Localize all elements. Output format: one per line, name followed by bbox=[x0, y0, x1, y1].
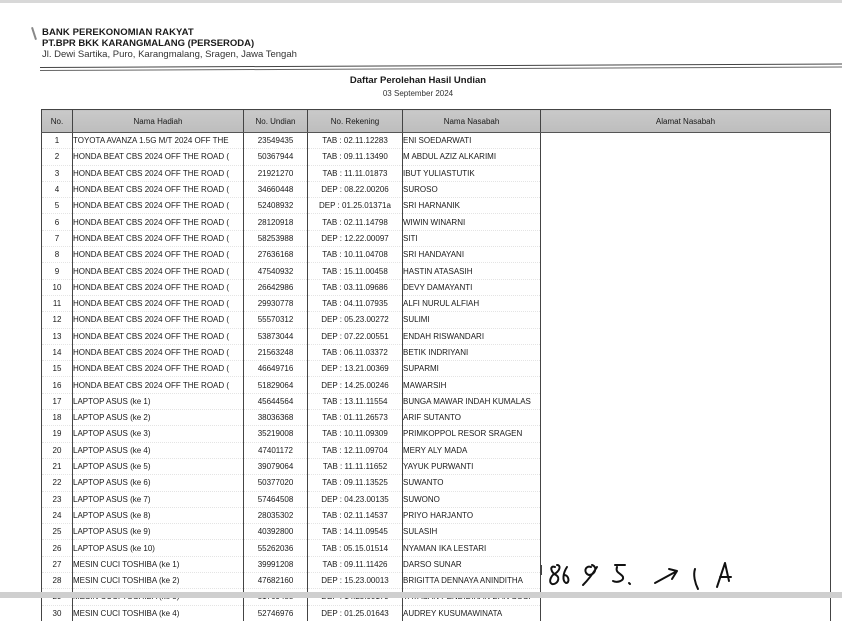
row-number: 20 bbox=[42, 442, 73, 458]
customer-address-column bbox=[541, 133, 831, 621]
customer-name: BRIGITTA DENNAYA ANINDITHA bbox=[403, 573, 541, 589]
draw-number: 34660448 bbox=[244, 181, 308, 197]
customer-name: IBUT YULIASTUTIK bbox=[403, 165, 541, 181]
account-number: TAB : 09.11.11426 bbox=[308, 556, 403, 572]
letterhead bbox=[42, 27, 297, 61]
account-number: TAB : 05.15.01514 bbox=[308, 540, 403, 556]
account-number: TAB : 11.11.11652 bbox=[308, 458, 403, 474]
prize-name: LAPTOP ASUS (ke 5) bbox=[73, 458, 244, 474]
row-number: 27 bbox=[42, 556, 73, 572]
row-number: 9 bbox=[42, 263, 73, 279]
prize-name: LAPTOP ASUS (ke 9) bbox=[73, 524, 244, 540]
row-number: 8 bbox=[42, 247, 73, 263]
prize-name: HONDA BEAT CBS 2024 OFF THE ROAD ( bbox=[73, 377, 244, 393]
prize-name: HONDA BEAT CBS 2024 OFF THE ROAD ( bbox=[73, 328, 244, 344]
draw-number: 47540932 bbox=[244, 263, 308, 279]
customer-name: SUPARMI bbox=[403, 361, 541, 377]
customer-name: SULIMI bbox=[403, 312, 541, 328]
draw-number: 40392800 bbox=[244, 524, 308, 540]
letterhead-address: Jl. Dewi Sartika, Puro, Karangmalang, Sragen, Jawa Tengah bbox=[42, 49, 297, 60]
customer-name: M ABDUL AZIZ ALKARIMI bbox=[403, 149, 541, 165]
initials-strokes bbox=[550, 563, 731, 589]
row-number: 30 bbox=[42, 605, 73, 621]
account-number: TAB : 02.11.14537 bbox=[308, 507, 403, 523]
account-number: TAB : 02.11.14798 bbox=[308, 214, 403, 230]
customer-name: MAWARSIH bbox=[403, 377, 541, 393]
draw-number: 46649716 bbox=[244, 361, 308, 377]
customer-name: DARSO SUNAR bbox=[403, 556, 541, 572]
account-number: DEP : 07.22.00551 bbox=[308, 328, 403, 344]
row-number: 4 bbox=[42, 181, 73, 197]
draw-number: 50367944 bbox=[244, 149, 308, 165]
draw-number: 58253988 bbox=[244, 230, 308, 246]
account-number: TAB : 01.11.26573 bbox=[308, 410, 403, 426]
customer-name: YAYUK PURWANTI bbox=[403, 458, 541, 474]
account-number: TAB : 02.11.12283 bbox=[308, 133, 403, 149]
draw-number: 29930778 bbox=[244, 295, 308, 311]
customer-name: WIWIN WINARNI bbox=[403, 214, 541, 230]
handwritten-initials bbox=[545, 553, 765, 593]
customer-name: PRIMKOPPOL RESOR SRAGEN bbox=[403, 426, 541, 442]
row-number: 25 bbox=[42, 524, 73, 540]
table-row bbox=[42, 133, 831, 149]
table-header-row bbox=[42, 110, 831, 133]
account-number: TAB : 09.11.13525 bbox=[308, 475, 403, 491]
prize-name: LAPTOP ASUS (ke 2) bbox=[73, 410, 244, 426]
draw-number: 28120918 bbox=[244, 214, 308, 230]
prize-name: LAPTOP ASUS (ke 8) bbox=[73, 507, 244, 523]
customer-name: SULASIH bbox=[403, 524, 541, 540]
prize-name: HONDA BEAT CBS 2024 OFF THE ROAD ( bbox=[73, 198, 244, 214]
prize-name: MESIN CUCI TOSHIBA (ke 2) bbox=[73, 573, 244, 589]
account-number: TAB : 10.11.09309 bbox=[308, 426, 403, 442]
account-number: DEP : 08.22.00206 bbox=[308, 181, 403, 197]
prize-name: HONDA BEAT CBS 2024 OFF THE ROAD ( bbox=[73, 361, 244, 377]
letterhead-company-name: PT.BPR BKK KARANGMALANG (PERSERODA) bbox=[42, 38, 255, 49]
draw-number: 55570312 bbox=[244, 312, 308, 328]
prize-name: LAPTOP ASUS (ke 3) bbox=[73, 426, 244, 442]
draw-number: 38036368 bbox=[244, 410, 308, 426]
row-number: 16 bbox=[42, 377, 73, 393]
prize-name: HONDA BEAT CBS 2024 OFF THE ROAD ( bbox=[73, 263, 244, 279]
row-number: 22 bbox=[42, 475, 73, 491]
account-number: TAB : 06.11.03372 bbox=[308, 344, 403, 360]
draw-number: 50377020 bbox=[244, 475, 308, 491]
row-number: 14 bbox=[42, 344, 73, 360]
account-number: TAB : 15.11.00458 bbox=[308, 263, 403, 279]
draw-number: 47401172 bbox=[244, 442, 308, 458]
prize-name: HONDA BEAT CBS 2024 OFF THE ROAD ( bbox=[73, 279, 244, 295]
prize-name: LAPTOP ASUS (ke 7) bbox=[73, 491, 244, 507]
account-number: DEP : 01.25.01371a bbox=[308, 198, 403, 214]
prize-name: HONDA BEAT CBS 2024 OFF THE ROAD ( bbox=[73, 149, 244, 165]
prize-name: HONDA BEAT CBS 2024 OFF THE ROAD ( bbox=[73, 214, 244, 230]
row-number: 11 bbox=[42, 295, 73, 311]
account-number: TAB : 13.11.11554 bbox=[308, 393, 403, 409]
prize-name: HONDA BEAT CBS 2024 OFF THE ROAD ( bbox=[73, 247, 244, 263]
letterhead-bank-type: BANK PEREKONOMIAN RAKYAT bbox=[42, 27, 194, 38]
account-number: TAB : 14.11.09545 bbox=[308, 524, 403, 540]
document-title: Daftar Perolehan Hasil Undian bbox=[349, 75, 487, 86]
scan-mark bbox=[31, 27, 37, 40]
document-date: 03 September 2024 bbox=[382, 89, 454, 98]
row-number: 15 bbox=[42, 361, 73, 377]
customer-name: HASTIN ATASASIH bbox=[403, 263, 541, 279]
row-number: 19 bbox=[42, 426, 73, 442]
customer-name: NYAMAN IKA LESTARI bbox=[403, 540, 541, 556]
customer-name: BETIK INDRIYANI bbox=[403, 344, 541, 360]
customer-name: SITI bbox=[403, 230, 541, 246]
row-number: 1 bbox=[42, 133, 73, 149]
prize-name: HONDA BEAT CBS 2024 OFF THE ROAD ( bbox=[73, 344, 244, 360]
page-edge-bottom bbox=[0, 592, 842, 598]
prize-name: HONDA BEAT CBS 2024 OFF THE ROAD ( bbox=[73, 230, 244, 246]
row-number: 10 bbox=[42, 279, 73, 295]
draw-number: 28035302 bbox=[244, 507, 308, 523]
row-number: 18 bbox=[42, 410, 73, 426]
customer-name: ENI SOEDARWATI bbox=[403, 133, 541, 149]
customer-name: PRIYO HARJANTO bbox=[403, 507, 541, 523]
row-number: 28 bbox=[42, 573, 73, 589]
row-number: 6 bbox=[42, 214, 73, 230]
column-header-prize: Nama Hadiah bbox=[73, 110, 244, 133]
draw-number: 21921270 bbox=[244, 165, 308, 181]
account-number: DEP : 05.23.00272 bbox=[308, 312, 403, 328]
draw-number: 21563248 bbox=[244, 344, 308, 360]
column-border-tail bbox=[541, 565, 542, 575]
account-number: DEP : 15.23.00013 bbox=[308, 573, 403, 589]
prize-name: HONDA BEAT CBS 2024 OFF THE ROAD ( bbox=[73, 165, 244, 181]
row-number: 2 bbox=[42, 149, 73, 165]
account-number: TAB : 10.11.04708 bbox=[308, 247, 403, 263]
customer-name: SUWONO bbox=[403, 491, 541, 507]
column-header-draw-number: No. Undian bbox=[244, 110, 308, 133]
prize-name: HONDA BEAT CBS 2024 OFF THE ROAD ( bbox=[73, 312, 244, 328]
draw-number: 35219008 bbox=[244, 426, 308, 442]
prize-name: LAPTOP ASUS (ke 10) bbox=[73, 540, 244, 556]
account-number: TAB : 12.11.09704 bbox=[308, 442, 403, 458]
prize-name: HONDA BEAT CBS 2024 OFF THE ROAD ( bbox=[73, 181, 244, 197]
customer-name: BUNGA MAWAR INDAH KUMALAS bbox=[403, 393, 541, 409]
account-number: DEP : 14.25.00246 bbox=[308, 377, 403, 393]
draw-number: 52746976 bbox=[244, 605, 308, 621]
account-number: TAB : 04.11.07935 bbox=[308, 295, 403, 311]
draw-number: 47682160 bbox=[244, 573, 308, 589]
customer-name: SRI HARNANIK bbox=[403, 198, 541, 214]
prize-name: TOYOTA AVANZA 1.5G M/T 2024 OFF THE bbox=[73, 133, 244, 149]
row-number: 3 bbox=[42, 165, 73, 181]
customer-name: SUWANTO bbox=[403, 475, 541, 491]
table-body bbox=[42, 133, 831, 621]
customer-name: MERY ALY MADA bbox=[403, 442, 541, 458]
draw-number: 57464508 bbox=[244, 491, 308, 507]
page-edge-top bbox=[0, 0, 842, 3]
account-number: TAB : 11.11.01873 bbox=[308, 165, 403, 181]
column-header-customer: Nama Nasabah bbox=[403, 110, 541, 133]
row-number: 12 bbox=[42, 312, 73, 328]
customer-name: ALFI NURUL ALFIAH bbox=[403, 295, 541, 311]
prize-name: MESIN CUCI TOSHIBA (ke 1) bbox=[73, 556, 244, 572]
row-number: 24 bbox=[42, 507, 73, 523]
customer-name: SUROSO bbox=[403, 181, 541, 197]
draw-number: 39991208 bbox=[244, 556, 308, 572]
column-header-address: Alamat Nasabah bbox=[541, 110, 831, 133]
draw-number: 53873044 bbox=[244, 328, 308, 344]
prize-name: HONDA BEAT CBS 2024 OFF THE ROAD ( bbox=[73, 295, 244, 311]
prize-name: LAPTOP ASUS (ke 1) bbox=[73, 393, 244, 409]
customer-name: ARIF SUTANTO bbox=[403, 410, 541, 426]
customer-name: DEVY DAMAYANTI bbox=[403, 279, 541, 295]
draw-number: 51829064 bbox=[244, 377, 308, 393]
row-number: 21 bbox=[42, 458, 73, 474]
account-number: TAB : 09.11.13490 bbox=[308, 149, 403, 165]
account-number: TAB : 03.11.09686 bbox=[308, 279, 403, 295]
row-number: 7 bbox=[42, 230, 73, 246]
draw-number: 45644564 bbox=[244, 393, 308, 409]
column-header-no: No. bbox=[42, 110, 73, 133]
draw-number: 26642986 bbox=[244, 279, 308, 295]
draw-number: 52408932 bbox=[244, 198, 308, 214]
draw-number: 27636168 bbox=[244, 247, 308, 263]
customer-name: SRI HANDAYANI bbox=[403, 247, 541, 263]
draw-results-table bbox=[41, 109, 831, 621]
row-number: 17 bbox=[42, 393, 73, 409]
account-number: DEP : 01.25.01643 bbox=[308, 605, 403, 621]
row-number: 5 bbox=[42, 198, 73, 214]
row-number: 26 bbox=[42, 540, 73, 556]
column-header-account: No. Rekening bbox=[308, 110, 403, 133]
customer-name: ENDAH RISWANDARI bbox=[403, 328, 541, 344]
account-number: DEP : 13.21.00369 bbox=[308, 361, 403, 377]
draw-number: 39079064 bbox=[244, 458, 308, 474]
prize-name: LAPTOP ASUS (ke 6) bbox=[73, 475, 244, 491]
row-number: 23 bbox=[42, 491, 73, 507]
account-number: DEP : 12.22.00097 bbox=[308, 230, 403, 246]
customer-name: AUDREY KUSUMAWINATA bbox=[403, 605, 541, 621]
prize-name: MESIN CUCI TOSHIBA (ke 4) bbox=[73, 605, 244, 621]
draw-number: 55262036 bbox=[244, 540, 308, 556]
row-number: 13 bbox=[42, 328, 73, 344]
account-number: DEP : 04.23.00135 bbox=[308, 491, 403, 507]
draw-number: 23549435 bbox=[244, 133, 308, 149]
prize-name: LAPTOP ASUS (ke 4) bbox=[73, 442, 244, 458]
